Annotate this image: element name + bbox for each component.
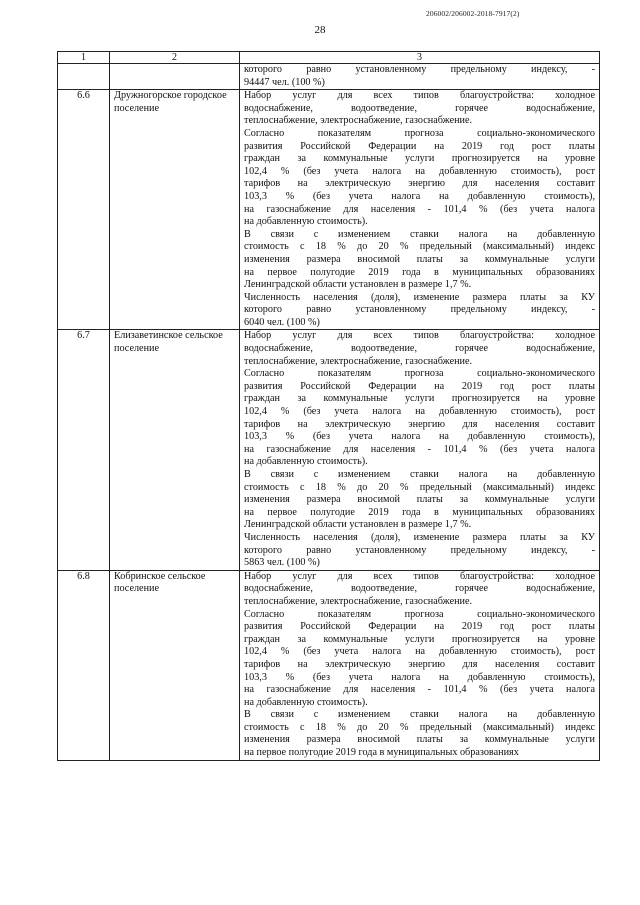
text-line: на добавленную стоимость). [244, 216, 368, 228]
paragraph [244, 469, 595, 532]
settlement-name: Елизаветинское сельское поселение [110, 330, 240, 570]
column-header: 2 [110, 52, 240, 64]
text-line: тарифов на электрическую энергию для населения составит [244, 658, 595, 670]
text-line: стоимость с 18 % до 20 % предельный (максимальный) индекс [244, 721, 595, 733]
text-line: граждан за коммунальные услуги прогнозируется на уровне [244, 633, 595, 645]
table-header-row [58, 52, 600, 64]
text-line: водоснабжение, водоотведение, горячее водоснабжение, [244, 583, 595, 595]
text-line: водоснабжение, водоотведение, горячее водоснабжение, [244, 343, 595, 355]
text-line: на газоснабжение для населения - 101,4 % (без учета налога [244, 684, 595, 696]
text-line: изменения размера вносимой платы за коммунальные услуги [244, 494, 595, 506]
paragraph [244, 330, 595, 368]
continuation-row [58, 64, 600, 90]
settlement-name: Дружногорское городское поселение [110, 90, 240, 330]
text-line: В связи с изменением ставки налога на добавленную [244, 709, 595, 721]
row-number: 6.6 [58, 90, 110, 330]
text-line: В связи с изменением ставки налога на добавленную [244, 469, 595, 480]
text-line: на первое полугодие 2019 года в муниципальных образованиях [244, 747, 519, 759]
text-line: Ленинградской области установлен в размере 1,7 %. [244, 279, 472, 291]
row-number: 6.8 [58, 570, 110, 760]
text-line: стоимость с 18 % до 20 % предельный (максимальный) индекс [244, 241, 595, 253]
text-line: Численность населения (доля), изменение размера платы за КУ [244, 531, 595, 543]
text-line: на газоснабжение для населения - 101,4 % (без учета налога [244, 443, 595, 455]
text-line: на первое полугодие 2019 года в муниципальных образованиях [244, 506, 595, 518]
text-line: Численность населения (доля), изменение размера платы за КУ [244, 291, 595, 303]
text-line: Согласно показателям прогноза социально-экономического [244, 127, 595, 139]
text-line: Набор услуг для всех типов благоустройства: холодное [244, 570, 595, 582]
text-line: которого равно установленному предельному индексу, - [244, 304, 595, 316]
text-line: граждан за коммунальные услуги прогнозируется на уровне [244, 153, 595, 165]
text-line: теплоснабжение, электроснабжение, газоснабжение. [244, 355, 473, 367]
text-line: Согласно показателям прогноза социально-экономического [244, 608, 595, 620]
text-line: которого равно установленному предельному индексу, - [244, 544, 595, 556]
text-line: 103,3 % (без учета налога на добавленную стоимость), [244, 190, 595, 202]
number-cell [58, 64, 110, 90]
description-cell [240, 64, 600, 90]
text-line: Набор услуг для всех типов благоустройства: холодное [244, 330, 595, 342]
table-row [58, 330, 600, 570]
paragraph [244, 292, 595, 330]
table-row [58, 90, 600, 330]
paragraph [244, 532, 595, 570]
text-line: на газоснабжение для населения - 101,4 % (без учета налога [244, 203, 595, 215]
text-line: изменения размера вносимой платы за коммунальные услуги [244, 734, 595, 746]
text-line: теплоснабжение, электроснабжение, газоснабжение. [244, 595, 473, 607]
text-line: 94447 чел. (100 %) [244, 76, 325, 88]
text-line: граждан за коммунальные услуги прогнозируется на уровне [244, 393, 595, 405]
settlement-name: Кобринское сельское поселение [110, 570, 240, 760]
paragraph [244, 709, 595, 759]
text-line: Набор услуг для всех типов благоустройства: холодное [244, 90, 595, 102]
paragraph [244, 368, 595, 469]
text-line: на первое полугодие 2019 года в муниципальных образованиях [244, 266, 595, 278]
text-line: 103,3 % (без учета налога на добавленную стоимость), [244, 431, 595, 443]
text-line: Ленинградской области установлен в размере 1,7 %. [244, 519, 472, 531]
column-header: 3 [240, 52, 600, 64]
paragraph [244, 128, 595, 229]
table-row [58, 570, 600, 760]
paragraph [244, 609, 595, 710]
document-number: 206002/206002-2018-7917(2) [426, 9, 520, 18]
text-line: которого равно установленному предельному индексу, - [244, 64, 595, 75]
text-line: 103,3 % (без учета налога на добавленную стоимость), [244, 671, 595, 683]
text-line: Согласно показателям прогноза социально-экономического [244, 368, 595, 380]
text-line: развития Российской Федерации на 2019 год рост платы [244, 380, 595, 392]
text-line: водоснабжение, водоотведение, горячее водоснабжение, [244, 102, 595, 114]
indices-table [57, 51, 600, 761]
text-line: В связи с изменением ставки налога на добавленную [244, 228, 595, 240]
name-cell [110, 64, 240, 90]
text-line: развития Российской Федерации на 2019 год рост платы [244, 140, 595, 152]
text-line: 6040 чел. (100 %) [244, 316, 320, 328]
text-line: стоимость с 18 % до 20 % предельный (максимальный) индекс [244, 481, 595, 493]
text-line: тарифов на электрическую энергию для населения составит [244, 418, 595, 430]
text-line: 102,4 % (без учета налога на добавленную стоимость), рост [244, 165, 595, 177]
text-line: изменения размера вносимой платы за коммунальные услуги [244, 253, 595, 265]
description-cell [240, 330, 600, 570]
paragraph [244, 571, 595, 609]
paragraph [244, 229, 595, 292]
text-line: развития Российской Федерации на 2019 год рост платы [244, 621, 595, 633]
column-header: 1 [58, 52, 110, 64]
text-line: 102,4 % (без учета налога на добавленную стоимость), рост [244, 406, 595, 418]
text-line: на добавленную стоимость). [244, 456, 368, 468]
description-cell [240, 570, 600, 760]
text-line: тарифов на электрическую энергию для населения составит [244, 178, 595, 190]
paragraph [244, 90, 595, 128]
text-line: на добавленную стоимость). [244, 696, 368, 708]
description-cell [240, 90, 600, 330]
text-line: 5863 чел. (100 %) [244, 557, 320, 569]
text-line: 102,4 % (без учета налога на добавленную стоимость), рост [244, 646, 595, 658]
text-line: теплоснабжение, электроснабжение, газоснабжение. [244, 115, 473, 127]
row-number: 6.7 [58, 330, 110, 570]
page-number: 28 [314, 24, 326, 36]
